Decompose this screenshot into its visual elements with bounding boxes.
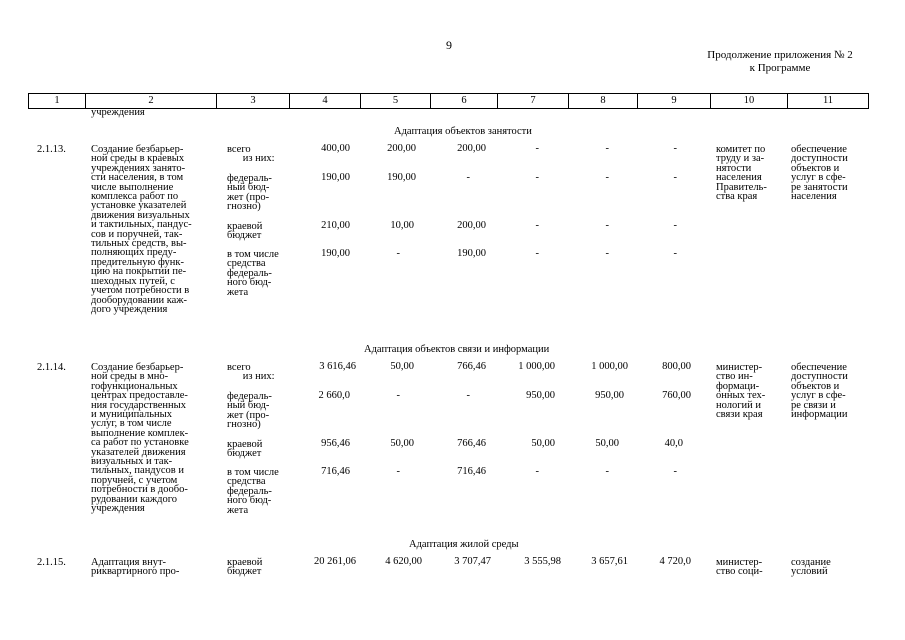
funding-value: 50,00 [390, 438, 414, 449]
funding-value: - [535, 466, 539, 477]
row-code: 2.1.15. [37, 557, 66, 568]
row-executor: министер- ство ин- формаци- онных тех- нологий и связи края [716, 362, 766, 421]
funding-value: - [535, 248, 539, 259]
row-description: Адаптация внут- риквартирного про- [91, 557, 180, 578]
funding-value: 190,00 [321, 172, 350, 183]
funding-source: всего из них: [227, 362, 275, 383]
column-header: 8 [568, 94, 637, 108]
funding-value: 2 660,0 [318, 390, 350, 401]
column-header: 3 [216, 94, 289, 108]
funding-value: 1 000,00 [591, 361, 628, 372]
funding-value: 190,00 [387, 172, 416, 183]
funding-value: 50,00 [531, 438, 555, 449]
funding-value: - [605, 466, 609, 477]
row-result: обеспечение доступности объектов и услуг в сфе- ре связи и информации [791, 362, 848, 421]
row-description: Создание безбарьер- ной среды в краевых учреждениях занято- сти населения, в том числе выполнение комплекса работ по установке указателей движения визуальных и тактильных, пандус- сов и поручней, так- тильных средств, вы- полняющих преду- предительную функ- цию на покрытии пе- шеходных путей, с учетом потребности в дооборудовании каж- дого учреждения [91, 144, 192, 315]
column-header: 5 [360, 94, 430, 108]
funding-value: 50,00 [390, 361, 414, 372]
page-number: 9 [446, 38, 452, 52]
funding-value: - [466, 172, 470, 183]
funding-source: федераль- ный бюд- жет (про- гнозно) [227, 173, 272, 213]
row-result: создание условий [791, 557, 831, 578]
funding-value: 3 616,46 [319, 361, 356, 372]
funding-value: 3 707,47 [454, 556, 491, 567]
funding-value: 50,00 [595, 438, 619, 449]
funding-source: всего из них: [227, 144, 275, 165]
funding-value: - [605, 172, 609, 183]
column-header: 4 [289, 94, 360, 108]
funding-value: - [396, 248, 400, 259]
column-header: 10 [710, 94, 787, 108]
funding-value: - [673, 143, 677, 154]
funding-value: - [605, 248, 609, 259]
funding-value: - [466, 390, 470, 401]
funding-source: краевой бюджет [227, 557, 263, 578]
funding-value: 766,46 [457, 361, 486, 372]
row-result: обеспечение доступности объектов и услуг в сфе- ре занятости населения [791, 144, 848, 203]
funding-value: 956,46 [321, 438, 350, 449]
funding-value: 4 620,00 [385, 556, 422, 567]
funding-value: 200,00 [387, 143, 416, 154]
funding-value: - [535, 143, 539, 154]
section-title: Адаптация жилой среды [409, 539, 519, 550]
funding-value: - [396, 390, 400, 401]
column-header: 7 [497, 94, 568, 108]
funding-value: 210,00 [321, 220, 350, 231]
column-header: 2 [85, 94, 216, 108]
funding-value: 200,00 [457, 143, 486, 154]
funding-value: - [673, 220, 677, 231]
funding-value: - [673, 172, 677, 183]
appendix-continuation-note: Продолжение приложения № 2 к Программе [707, 49, 853, 74]
funding-value: - [535, 172, 539, 183]
funding-value: 3 657,61 [591, 556, 628, 567]
column-header: 9 [637, 94, 710, 108]
funding-value: 800,00 [662, 361, 691, 372]
funding-value: - [673, 466, 677, 477]
section-title: Адаптация объектов занятости [394, 126, 532, 137]
funding-value: - [396, 466, 400, 477]
column-header: 11 [787, 94, 869, 108]
funding-value: 200,00 [457, 220, 486, 231]
row-executor: министер- ство соци- [716, 557, 763, 578]
funding-value: 20 261,06 [314, 556, 356, 567]
carry-over-text: учреждения [91, 107, 145, 118]
funding-source: федераль- ный бюд- жет (про- гнозно) [227, 391, 272, 431]
funding-value: - [673, 248, 677, 259]
funding-value: 716,46 [457, 466, 486, 477]
funding-source: краевой бюджет [227, 221, 263, 242]
column-header: 1 [28, 94, 85, 108]
funding-value: 760,00 [662, 390, 691, 401]
row-code: 2.1.13. [37, 144, 66, 155]
funding-value: 400,00 [321, 143, 350, 154]
funding-value: 950,00 [595, 390, 624, 401]
funding-source: в том числе средства федераль- ного бюд- жета [227, 467, 279, 516]
funding-value: - [605, 220, 609, 231]
funding-value: - [535, 220, 539, 231]
funding-value: 40,0 [664, 438, 683, 449]
funding-value: 716,46 [321, 466, 350, 477]
funding-source: в том числе средства федераль- ного бюд- жета [227, 249, 279, 298]
funding-value: 4 720,0 [659, 556, 691, 567]
funding-value: - [605, 143, 609, 154]
column-header: 6 [430, 94, 497, 108]
section-title: Адаптация объектов связи и информации [364, 344, 550, 355]
row-code: 2.1.14. [37, 362, 66, 373]
table-column-header-row [28, 93, 869, 109]
funding-value: 1 000,00 [518, 361, 555, 372]
funding-value: 3 555,98 [524, 556, 561, 567]
row-description: Создание безбарьер- ной среды в мно- гофункциональных центрах предоставле- ния государственных и муниципальных услуг, в том числе выполнение комплек- са работ по установке указателей движения визуальных и так- тильных, пандусов и поручней, с учетом потребности в дообо- рудовании каждого учреждения [91, 362, 189, 515]
row-executor: комитет по труду и за- нятости населения Правитель- ства края [716, 144, 767, 203]
funding-source: краевой бюджет [227, 439, 263, 460]
funding-value: 950,00 [526, 390, 555, 401]
funding-value: 10,00 [390, 220, 414, 231]
funding-value: 766,46 [457, 438, 486, 449]
funding-value: 190,00 [321, 248, 350, 259]
funding-value: 190,00 [457, 248, 486, 259]
